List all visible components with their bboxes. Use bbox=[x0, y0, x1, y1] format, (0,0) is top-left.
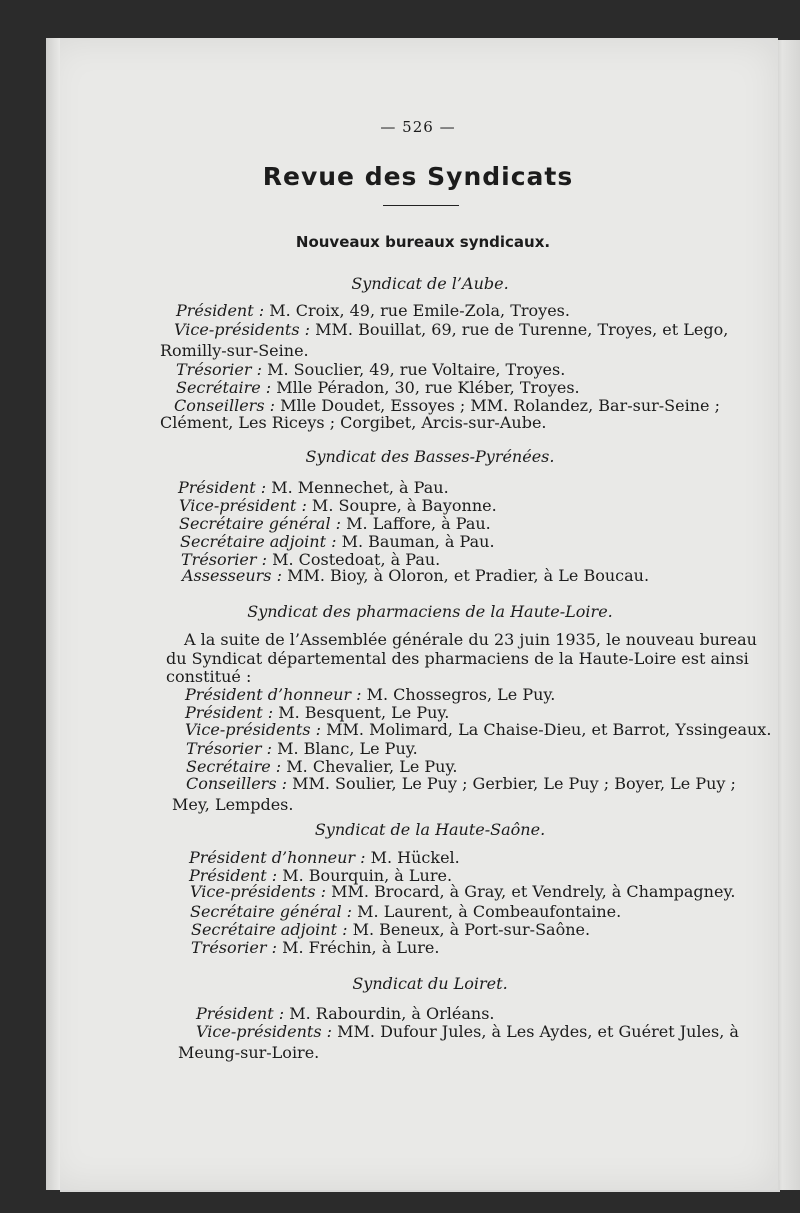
entry-line: Romilly-sur-Seine. bbox=[160, 341, 309, 360]
section-heading-loiret: Syndicat du Loiret. bbox=[352, 974, 508, 993]
title-rule bbox=[383, 205, 459, 206]
entry-line: Secrétaire adjoint : M. Beneux, à Port-sur-Saône. bbox=[191, 920, 591, 939]
page-number: — 526 — bbox=[380, 118, 456, 136]
entry-line: Mey, Lempdes. bbox=[172, 795, 294, 814]
entry-line: Secrétaire général : M. Laffore, à Pau. bbox=[179, 514, 491, 533]
entry-line: Meung-sur-Loire. bbox=[178, 1043, 320, 1062]
page-title: Revue des Syndicats bbox=[262, 162, 574, 191]
entry-line: Conseillers : MM. Soulier, Le Puy ; Gerbier, Le Puy ; Boyer, Le Puy ; bbox=[186, 774, 736, 793]
entry-line: Président : M. Bourquin, à Lure. bbox=[189, 866, 453, 885]
entry-line: Président d’honneur : M. Hückel. bbox=[189, 848, 460, 867]
section-heading-basses-pyrenees: Syndicat des Basses-Pyrénées. bbox=[305, 447, 555, 466]
entry-line: Conseillers : Mlle Doudet, Essoyes ; MM. Rolandez, Bar-sur-Seine ; bbox=[174, 396, 720, 415]
entry-line: Secrétaire adjoint : M. Bauman, à Pau. bbox=[180, 532, 495, 551]
entry-line: Vice-président : M. Soupre, à Bayonne. bbox=[179, 496, 497, 515]
entry-line: Secrétaire : Mlle Péradon, 30, rue Kléber, Troyes. bbox=[176, 378, 580, 397]
entry-line: Vice-présidents : MM. Dufour Jules, à Les Aydes, et Guéret Jules, à bbox=[196, 1022, 739, 1041]
entry-line: Président : M. Besquent, Le Puy. bbox=[185, 703, 450, 722]
section-heading-haute-saone: Syndicat de la Haute-Saône. bbox=[314, 820, 546, 839]
entry-line: Vice-présidents : MM. Molimard, La Chaise-Dieu, et Barrot, Yssingeaux. bbox=[185, 720, 772, 739]
entry-line: Vice-présidents : MM. Bouillat, 69, rue de Turenne, Troyes, et Lego, bbox=[174, 320, 729, 339]
entry-line: Secrétaire général : M. Laurent, à Combeaufontaine. bbox=[190, 902, 622, 921]
entry-line: Trésorier : M. Blanc, Le Puy. bbox=[186, 739, 418, 758]
entry-line: Président : M. Croix, 49, rue Emile-Zola, Troyes. bbox=[176, 301, 570, 320]
entry-line: Assesseurs : MM. Bioy, à Oloron, et Pradier, à Le Boucau. bbox=[182, 566, 650, 585]
entry-line: Président : M. Mennechet, à Pau. bbox=[178, 478, 449, 497]
entry-line: Secrétaire : M. Chevalier, Le Puy. bbox=[186, 757, 458, 776]
section-subtitle: Nouveaux bureaux syndicaux. bbox=[295, 233, 551, 251]
entry-line: du Syndicat départemental des pharmaciens de la Haute-Loire est ainsi bbox=[166, 649, 749, 668]
entry-line: constitué : bbox=[166, 667, 252, 686]
entry-line: Trésorier : M. Souclier, 49, rue Voltaire, Troyes. bbox=[176, 360, 566, 379]
entry-line: Trésorier : M. Fréchin, à Lure. bbox=[191, 938, 440, 957]
entry-line: Vice-présidents : MM. Brocard, à Gray, et Vendrely, à Champagney. bbox=[190, 882, 736, 901]
entry-line: A la suite de l’Assemblée générale du 23 juin 1935, le nouveau bureau bbox=[184, 630, 757, 649]
section-heading-haute-loire: Syndicat des pharmaciens de la Haute-Loire. bbox=[247, 602, 613, 621]
section-heading-aube: Syndicat de l’Aube. bbox=[351, 274, 509, 293]
entry-line: Président d’honneur : M. Chossegros, Le Puy. bbox=[185, 685, 556, 704]
entry-line: Président : M. Rabourdin, à Orléans. bbox=[196, 1004, 495, 1023]
entry-line: Clément, Les Riceys ; Corgibet, Arcis-sur-Aube. bbox=[160, 413, 547, 432]
entry-line: Trésorier : M. Costedoat, à Pau. bbox=[181, 550, 441, 569]
